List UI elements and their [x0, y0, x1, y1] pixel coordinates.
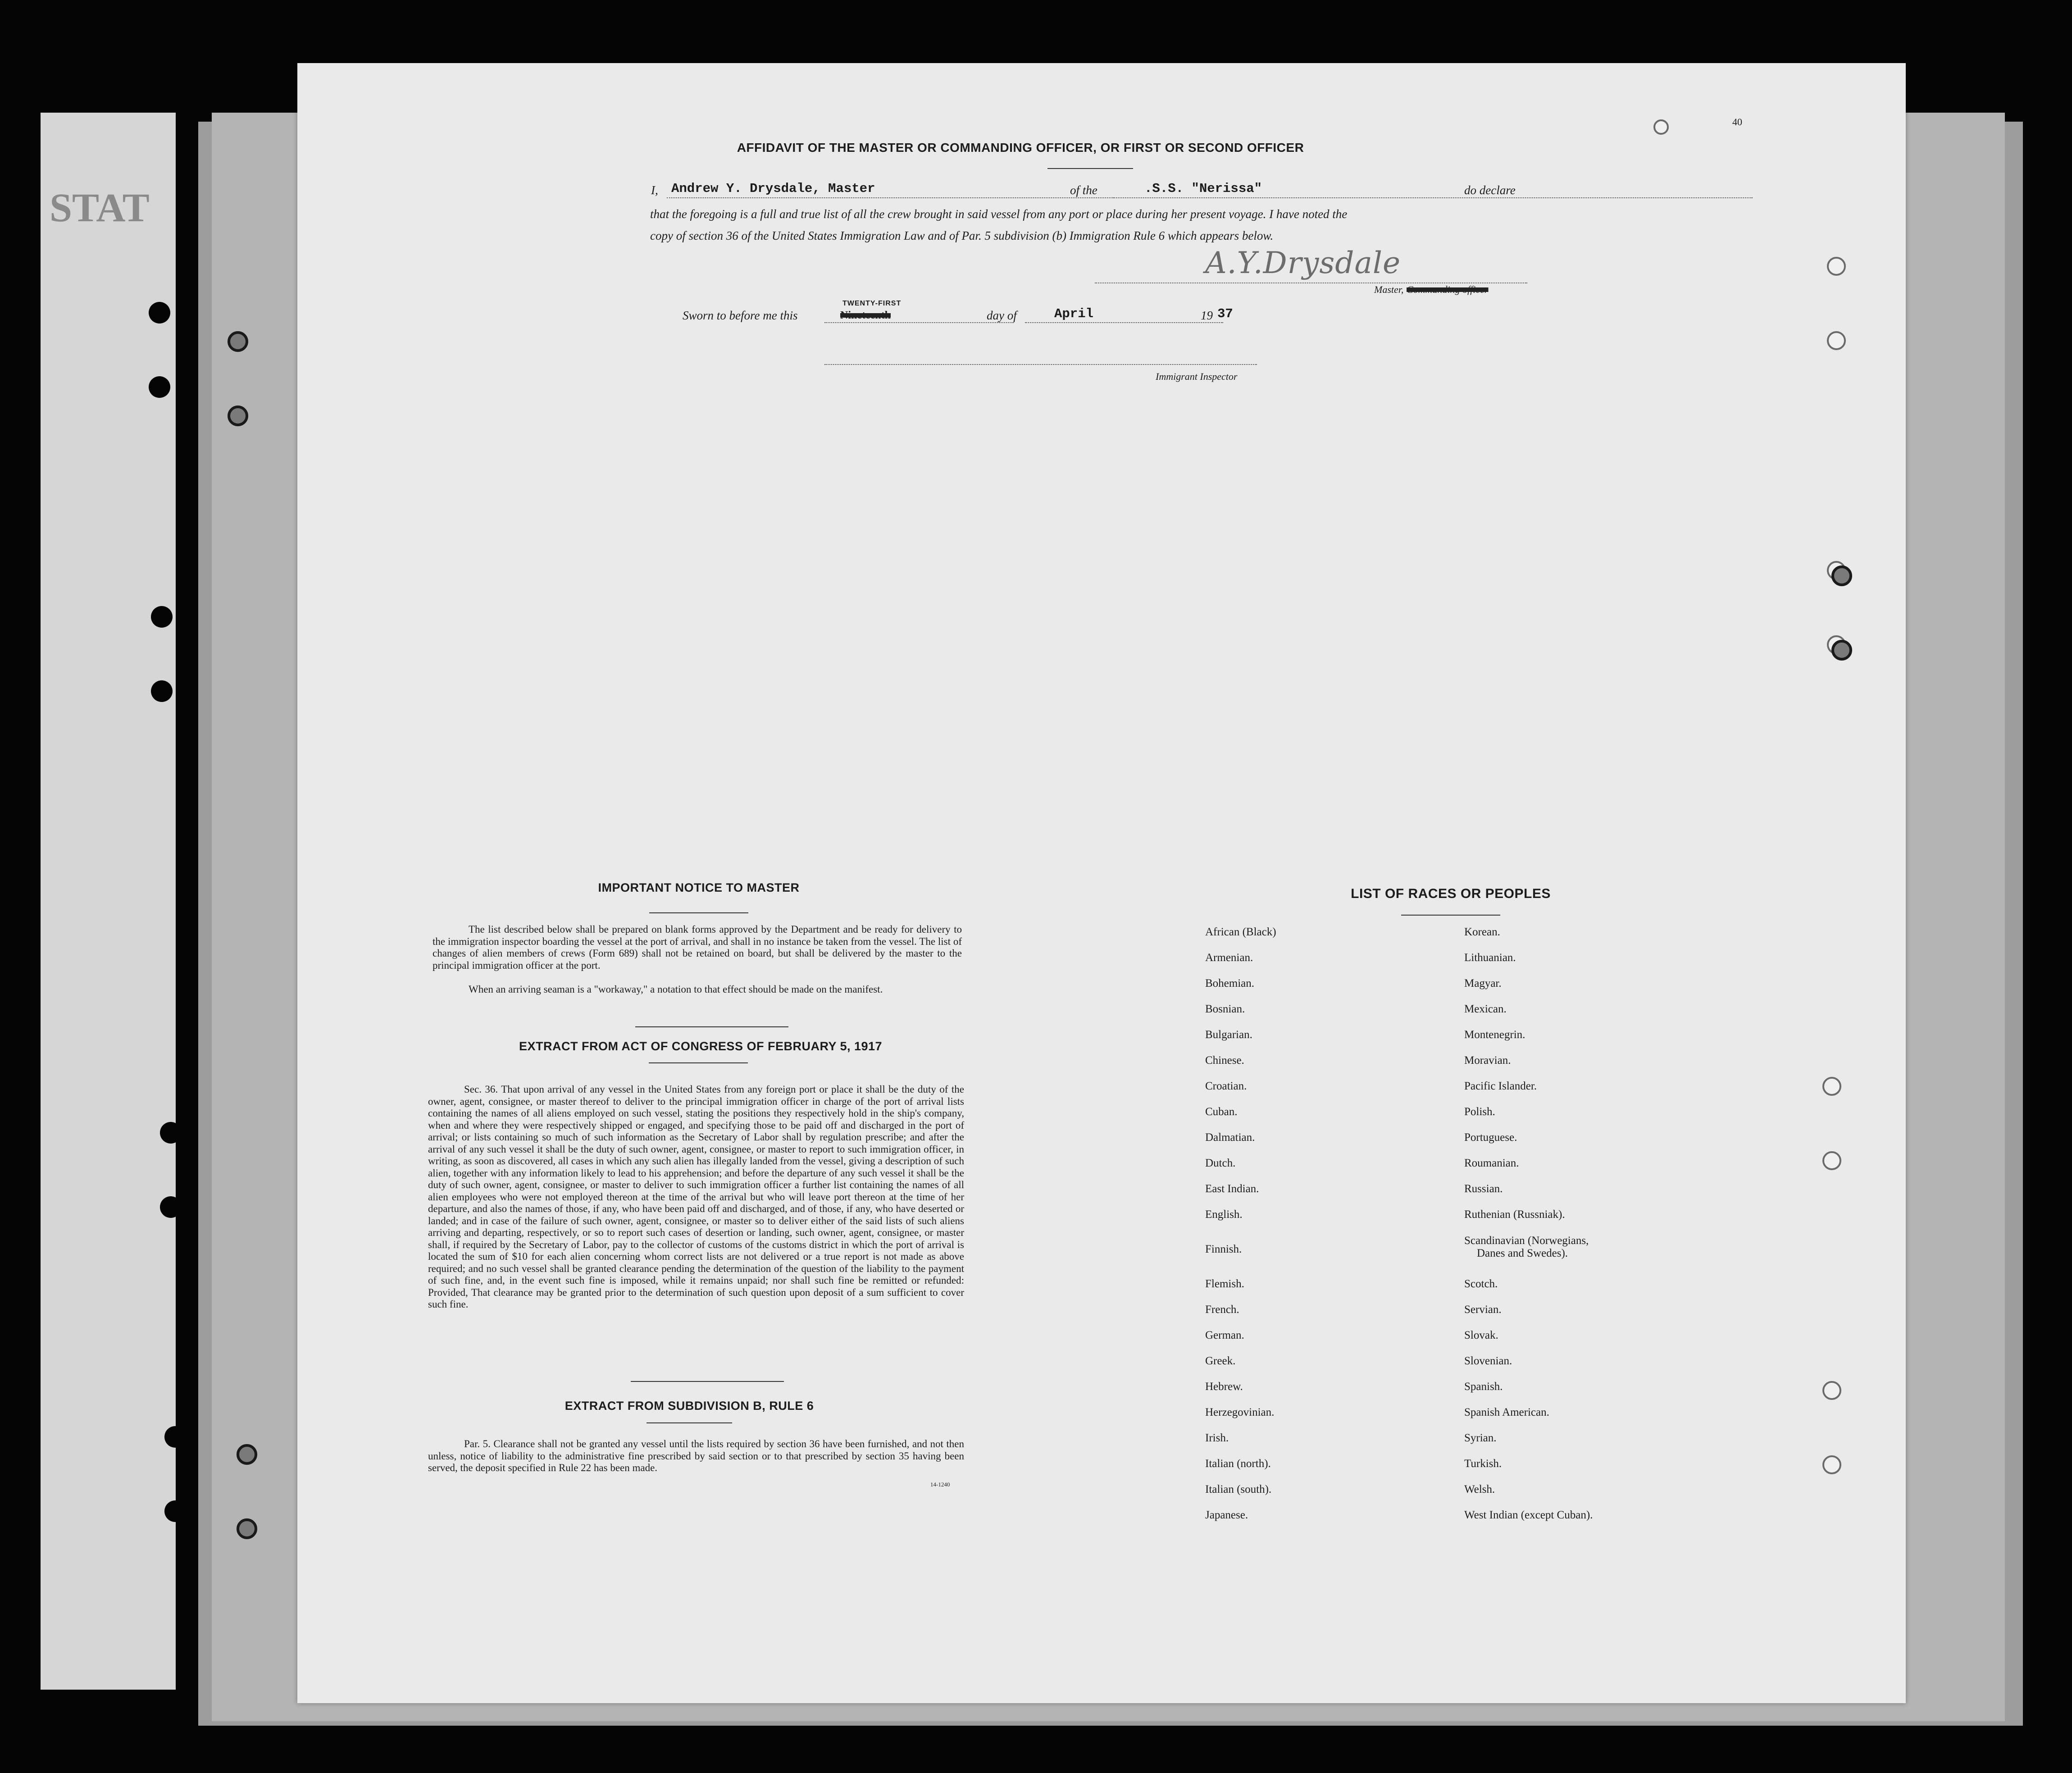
binder-hole — [237, 1518, 257, 1539]
notice-title: IMPORTANT NOTICE TO MASTER — [598, 881, 800, 894]
race-left-item: Italian (north). — [1205, 1458, 1271, 1470]
race-right-item: Slovak. — [1464, 1329, 1498, 1341]
month-line — [1025, 322, 1223, 323]
binder-hole — [228, 331, 248, 352]
race-right-item: Turkish. — [1464, 1458, 1502, 1470]
race-right-item: Moravian. — [1464, 1054, 1511, 1067]
stub-strip — [41, 113, 176, 1690]
binder-hole — [160, 1122, 182, 1144]
binder-hole — [164, 1426, 186, 1448]
race-right-item: Slovenian. — [1464, 1355, 1512, 1367]
race-left-item: Hebrew. — [1205, 1381, 1243, 1393]
race-right-item: Spanish American. — [1464, 1406, 1549, 1418]
race-right-item: Servian. — [1464, 1304, 1502, 1316]
master-signature: A.Y.Drysdale — [1205, 246, 1401, 280]
race-left-item: Bulgarian. — [1205, 1029, 1252, 1041]
race-right-item: Polish. — [1464, 1106, 1495, 1118]
race-right-item: Spanish. — [1464, 1381, 1503, 1393]
sworn-day-line — [824, 322, 1014, 323]
divider — [649, 912, 748, 913]
binder-hole — [228, 406, 248, 426]
binder-hole — [149, 376, 170, 398]
day-of-label: day of — [987, 309, 1017, 322]
affidavit-line-2: that the foregoing is a full and true list of all the crew brought in said vessel from any port or place during her present voyage. I have noted the — [650, 207, 1348, 221]
extract-rule-text: Par. 5. Clearance shall not be granted any vessel until the lists required by section 36 have been furnished, and not then unless, notice of liability to the administrative fine prescribed by said section or to that prescribed by section 35 having been served, the deposit specified in Rule 22 has been made. — [428, 1438, 964, 1473]
race-left-item: Bosnian. — [1205, 1003, 1245, 1015]
race-right-item: Danes and Swedes). — [1477, 1247, 1568, 1259]
race-left-item: Greek. — [1205, 1355, 1236, 1367]
race-left-item: Chinese. — [1205, 1054, 1244, 1067]
race-left-item: Dutch. — [1205, 1157, 1236, 1169]
punch-hole — [1822, 1381, 1841, 1400]
binder-hole — [151, 680, 173, 702]
form-number: 14-1240 — [930, 1481, 950, 1488]
race-left-item: German. — [1205, 1329, 1244, 1341]
race-right-item: Magyar. — [1464, 977, 1502, 989]
race-left-item: Herzegovinian. — [1205, 1406, 1275, 1418]
race-right-item: Roumanian. — [1464, 1157, 1519, 1169]
race-right-item: Scandinavian (Norwegians, — [1464, 1235, 1589, 1247]
race-left-item: Croatian. — [1205, 1080, 1247, 1092]
divider — [631, 1381, 784, 1382]
notice-paragraph-1: The list described below shall be prepared on blank forms approved by the Department and be ready for delivery to the immigration inspector boarding the vessel at the port of arrival, and shall in no instance be taken from the vessel. The list of changes of alien members of crews (Form 689) shall not be retained on board, but shall be delivered by the master to the principal immigration officer at the port. — [433, 924, 962, 971]
binder-hole — [149, 302, 170, 324]
race-left-item: Finnish. — [1205, 1243, 1242, 1255]
punch-hole — [1822, 1077, 1841, 1096]
inspector-label: Immigrant Inspector — [1156, 371, 1238, 382]
race-right-item: Mexican. — [1464, 1003, 1507, 1015]
extract-rule-title: EXTRACT FROM SUBDIVISION B, RULE 6 — [565, 1399, 814, 1413]
divider — [647, 1422, 732, 1423]
vessel-name: .S.S. "Nerissa" — [1144, 181, 1262, 196]
year-prefix: 19 — [1201, 309, 1213, 322]
sworn-month: April — [1054, 306, 1094, 321]
notice-paragraph-2: When an arriving seaman is a "workaway," a notation to that effect should be made on the manifest. — [469, 984, 883, 995]
year-suffix: 37 — [1217, 306, 1233, 321]
race-right-item: Korean. — [1464, 926, 1500, 938]
races-title: LIST OF RACES OR PEOPLES — [1351, 886, 1551, 901]
binder-hole — [151, 606, 173, 628]
of-the-label: of the — [1070, 183, 1097, 197]
race-left-item: Dalmatian. — [1205, 1131, 1255, 1144]
race-right-item: Pacific Islander. — [1464, 1080, 1537, 1092]
race-left-item: Irish. — [1205, 1432, 1229, 1444]
vessel-line — [1113, 197, 1753, 198]
binder-hole — [164, 1500, 186, 1522]
affidavit-title: AFFIDAVIT OF THE MASTER OR COMMANDING OFFICER, OR FIRST OR SECOND OFFICER — [737, 141, 1304, 155]
race-left-item: Cuban. — [1205, 1106, 1238, 1118]
binder-hole — [237, 1444, 257, 1465]
affidavit-page — [297, 63, 1906, 1703]
race-right-item: Ruthenian (Russniak). — [1464, 1208, 1565, 1221]
do-declare: do declare — [1464, 183, 1516, 197]
race-right-item: Russian. — [1464, 1183, 1503, 1195]
punch-hole — [1653, 119, 1669, 135]
punch-hole — [1827, 331, 1846, 350]
race-right-item: Scotch. — [1464, 1278, 1498, 1290]
master-label: Master, — [1374, 284, 1404, 295]
divider — [649, 1062, 748, 1063]
binder-hole — [160, 1196, 182, 1218]
race-left-item: English. — [1205, 1208, 1243, 1221]
race-right-item: Montenegrin. — [1464, 1029, 1526, 1041]
race-left-item: Japanese. — [1205, 1509, 1248, 1521]
race-left-item: Armenian. — [1205, 952, 1253, 964]
punch-hole — [1831, 565, 1852, 586]
punch-hole — [1827, 257, 1846, 276]
race-left-item: Bohemian. — [1205, 977, 1255, 989]
sworn-day-handwritten: TWENTY-FIRST — [842, 300, 902, 307]
race-right-item: Welsh. — [1464, 1483, 1495, 1495]
race-right-item: Lithuanian. — [1464, 952, 1516, 964]
master-name: Andrew Y. Drysdale, Master — [671, 181, 875, 196]
inspector-line — [824, 364, 1257, 365]
race-right-item: Syrian. — [1464, 1432, 1497, 1444]
i-label: I, — [651, 183, 658, 197]
sworn-label: Sworn to before me this — [683, 309, 798, 322]
sworn-day-struck: Nineteenth — [840, 310, 891, 321]
stub-text: STAT — [50, 186, 150, 230]
corner-mark: 40 — [1732, 116, 1742, 128]
extract-act-title: EXTRACT FROM ACT OF CONGRESS OF FEBRUARY 5, 1917 — [519, 1039, 883, 1053]
race-left-item: East Indian. — [1205, 1183, 1259, 1195]
race-right-item: West Indian (except Cuban). — [1464, 1509, 1593, 1521]
commanding-officer-struck: Commanding officer — [1407, 284, 1489, 295]
race-left-item: Flemish. — [1205, 1278, 1244, 1290]
race-left-item: African (Black) — [1205, 926, 1276, 938]
race-right-item: Portuguese. — [1464, 1131, 1517, 1144]
divider — [635, 1026, 788, 1027]
race-left-item: French. — [1205, 1304, 1239, 1316]
divider — [1401, 915, 1500, 916]
punch-hole — [1831, 640, 1852, 661]
race-left-item: Italian (south). — [1205, 1483, 1272, 1495]
punch-hole — [1822, 1455, 1841, 1474]
punch-hole — [1822, 1151, 1841, 1170]
divider — [1047, 168, 1133, 169]
extract-act-text: Sec. 36. That upon arrival of any vessel in the United States from any foreign port or place it shall be the duty of the owner, agent, consignee, or master thereof to deliver to the principal immigration officer in charge of the port of arrival lists containing the names of all aliens employed on such vessel, stating the positions they respectively hold in the ship's company, when and where they were respectively shipped or engaged, and specifying those to be paid off and discharged in the port of arrival; or lists containing so much of such information as the Secretary of Labor shall by regulation prescribe; and after the arrival of any such vessel it shall be the duty of such owner, agent, consignee, or master to report to such immigration officer, in writing, as soon as discovered, all cases in which any such alien has illegally landed from the vessel, giving a description of such alien, together with any information likely to lead to his apprehension; and before the departure of any such vessel it shall be the duty of such owner, agent, consignee, or master to deliver to such immigration officer a further list containing the names of all alien employees who were not employed thereon at the time of the arrival but who will leave port thereon at the time of her departure, and also the names of those, if any, who have been paid off and discharged, and of those, if any, who have deserted or landed; and in case of the failure of such owner, agent, consignee, or master so to deliver either of the said lists of such aliens arriving and departing, respectively, or so to report such cases of desertion or landing, such owner, agent, consignee, or master shall, if required by the Secretary of Labor, pay to the collector of customs of the customs district in which the port of arrival is located the sum of $10 for each alien concerning whom correct lists are not delivered or a true report is not made as above required; and no such vessel shall be granted clearance pending the determination of the question of the liability to the payment of such fine, and, in the event such fine is imposed, while it remains unpaid; nor shall such fine be remitted or refunded: Provided, That clearance may be granted prior to the determination of such question upon deposit of a sum sufficient to cover such fine. — [428, 1084, 964, 1310]
affidavit-line-3: copy of section 36 of the United States Immigration Law and of Par. 5 subdivision (b) Immigration Rule 6 which appears below. — [650, 229, 1274, 242]
